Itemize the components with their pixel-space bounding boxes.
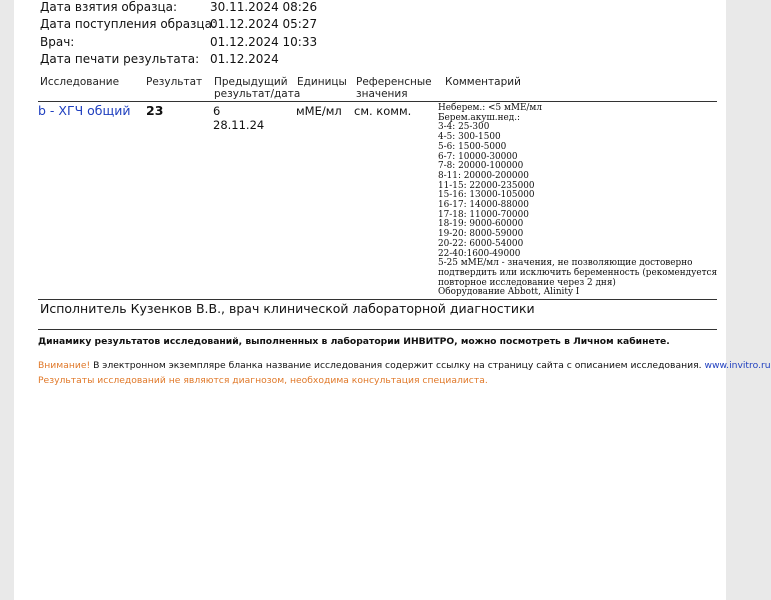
test-name-link[interactable]: b - ХГЧ общий [38,103,131,118]
header-reference-line1: Референсные [356,76,432,88]
warning-line [38,360,771,371]
units-value: мМЕ/мл [296,104,342,118]
sample-received-label: Дата поступления образца: [40,17,216,31]
dynamics-note: Динамику результатов исследований, выполненных в лаборатории ИНВИТРО, можно посмотреть в Личном кабинете. [38,336,670,347]
reference-value: см. комм. [354,104,412,118]
header-reference-line2: значения [356,88,408,100]
previous-result-value: 6 [213,104,221,118]
comment-line: 11-15: 22000-235000 [438,180,535,191]
comment-line: 6-7: 10000-30000 [438,151,518,162]
invitro-link[interactable]: www.invitro.ru [704,360,771,371]
table-header-divider [38,101,717,102]
test-result-value: 23 [146,103,164,118]
header-previous-line1: Предыдущий [214,76,288,88]
print-date-label: Дата печати результата: [40,52,200,66]
header-previous [214,76,300,100]
warning-label: Внимание! [38,360,91,371]
comment-line: 20-22: 6000-54000 [438,238,524,249]
header-result: Результат [146,76,203,88]
doctor-value: 01.12.2024 10:33 [210,35,318,49]
performer-line: Исполнитель Кузенков В.В., врач клинической лабораторной диагностики [40,301,535,316]
comment-block [438,104,728,298]
comment-line: 4-5: 300-1500 [438,132,501,143]
comment-line: 15-16: 13000-105000 [438,190,535,201]
comment-line: Берем.акуш.нед.: [438,112,521,123]
result-sheet [14,0,771,600]
comment-line: 3-4: 25-300 [438,122,490,133]
header-reference [356,76,432,100]
comment-line: 8-11: 20000-200000 [438,170,529,181]
equipment-note: Оборудование Abbott, Alinity I [438,287,580,298]
header-previous-line2: результат/дата [214,88,301,100]
comment-line: 22-40:1600-49000 [438,248,521,259]
header-units: Единицы [297,76,347,88]
header-comment: Комментарий [445,76,521,88]
table-bottom-divider [38,299,717,300]
comment-line: 16-17: 14000-88000 [438,200,529,211]
header-test: Исследование [40,76,120,88]
print-date-value: 01.12.2024 [210,52,279,66]
previous-result [213,104,264,132]
comment-line: 7-8: 20000-100000 [438,161,524,172]
comment-line: 18-19: 9000-60000 [438,219,524,230]
comment-note: 5-25 мМЕ/мл - значения, не позволяющие достоверно подтвердить или исключить беременность (рекомендуется повторное исследование через 2 дня) [438,258,718,288]
disclaimer-text: Результаты исследований не являются диагнозом, необходима консультация специалиста. [38,375,488,386]
sample-taken-label: Дата взятия образца: [40,0,178,14]
doctor-label: Врач: [40,35,75,49]
previous-result-date: 28.11.24 [213,118,265,132]
sample-taken-value: 30.11.2024 08:26 [210,0,318,14]
comment-line: 19-20: 8000-59000 [438,229,524,240]
performer-divider [38,329,717,330]
comment-line: 5-6: 1500-5000 [438,141,507,152]
warning-text: В электронном экземпляре бланка название исследования содержит ссылку на страницу сайта с описанием исследования. [90,360,705,371]
sample-received-value: 01.12.2024 05:27 [210,17,318,31]
comment-line: 17-18: 11000-70000 [438,209,529,220]
comment-line: Неберем.: <5 мМЕ/мл [438,103,542,113]
